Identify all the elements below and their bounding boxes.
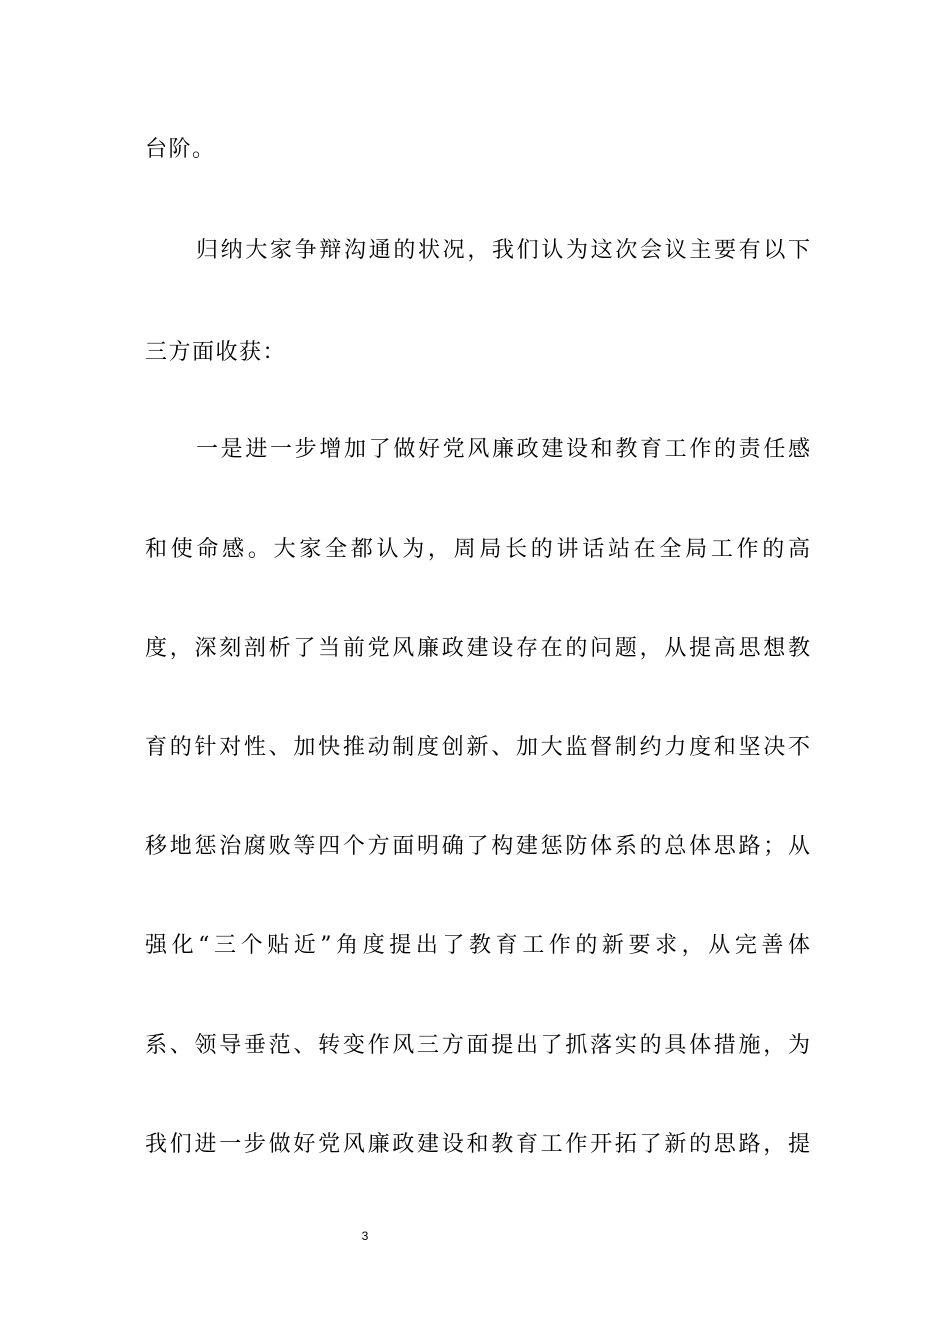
text-line-5: 和使命感。大家全都认为，周局长的讲话站在全局工作的高 <box>145 537 810 562</box>
text-line-2: 归纳大家争辩沟通的状况，我们认为这次会议主要有以下 <box>196 238 810 263</box>
text-line-10: 系、领导垂范、转变作风三方面提出了抓落实的具体措施，为 <box>145 1033 810 1058</box>
text-line-1: 台阶。 <box>145 137 216 162</box>
text-line-8: 移地惩治腐败等四个方面明确了构建惩防体系的总体思路；从 <box>145 834 810 859</box>
text-line-9: 强化“三个贴近”角度提出了教育工作的新要求，从完善体 <box>145 933 810 958</box>
page-number: 3 <box>361 1229 369 1243</box>
text-line-4: 一是进一步增加了做好党风廉政建设和教育工作的责任感 <box>196 437 810 462</box>
text-line-11: 我们进一步做好党风廉政建设和教育工作开拓了新的思路，提 <box>145 1132 810 1157</box>
text-line-7: 育的针对性、加快推动制度创新、加大监督制约力度和坚决不 <box>145 735 810 760</box>
text-line-3: 三方面收获： <box>145 340 287 365</box>
text-line-6: 度，深刻剖析了当前党风廉政建设存在的问题，从提高思想教 <box>145 636 810 661</box>
